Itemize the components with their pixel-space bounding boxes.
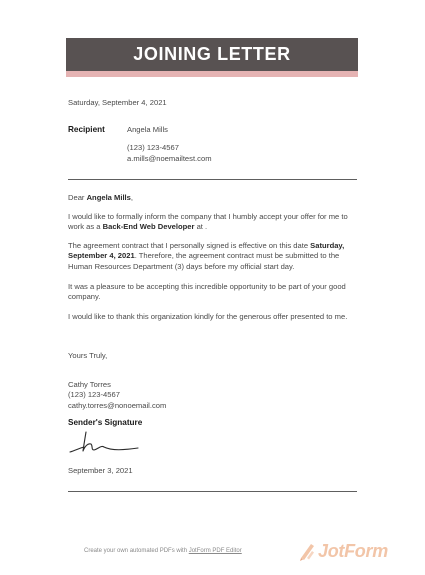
recipient-name: Angela Mills — [127, 125, 168, 134]
paragraph-contract — [68, 241, 358, 272]
recipient-email: a.mills@noemailtest.com — [127, 153, 212, 163]
signature-image — [68, 428, 140, 456]
title-accent-bar — [66, 71, 358, 77]
jotform-logo[interactable] — [298, 539, 393, 563]
divider-top — [68, 179, 357, 180]
page-title: JOINING LETTER — [133, 44, 291, 64]
paragraph-contract-end: . Therefore, the agreement contract must be submitted to the Human Resources Department (3) days before my official start day. — [68, 251, 340, 271]
signature-date: September 3, 2021 — [68, 466, 133, 475]
paragraph-pleasure — [68, 282, 358, 303]
jotform-pdf-editor-link[interactable]: JotForm PDF Editor — [188, 548, 242, 554]
paragraph-thanks-text: I would like to thank this organization kindly for the generous offer presented to me. — [68, 312, 348, 321]
recipient-details — [127, 125, 212, 164]
divider-bottom — [68, 491, 357, 492]
sender-phone: (123) 123-4567 — [68, 390, 120, 400]
footer-note — [84, 548, 242, 554]
greeting — [68, 193, 358, 203]
footer-note-text: Create your own automated PDFs with — [84, 548, 189, 554]
paragraph-contract-text: The agreement contract that I personally signed is effective on this date — [68, 241, 311, 250]
closing: Yours Truly, — [68, 351, 108, 360]
signature-label: Sender's Signature — [68, 418, 143, 427]
recipient-label: Recipient — [68, 125, 105, 134]
paragraph-acceptance — [68, 212, 358, 233]
job-role: Back-End Web Developer — [102, 222, 195, 232]
letter-date: Saturday, September 4, 2021 — [68, 98, 167, 107]
sender-name: Cathy Torres — [68, 380, 111, 389]
greeting-name: Angela Mills — [86, 193, 131, 202]
sender-details — [68, 380, 166, 411]
paragraph-thanks — [68, 312, 358, 322]
greeting-suffix: , — [130, 193, 134, 202]
title-banner — [66, 38, 358, 71]
effective-date: Saturday, September 4, 2021 — [68, 241, 345, 261]
brand-name: JotForm — [318, 540, 388, 561]
jotform-pencil-icon — [298, 541, 316, 561]
recipient-phone: (123) 123-4567 — [127, 143, 179, 153]
sender-email: cathy.torres@nonoemail.com — [68, 400, 167, 410]
paragraph-acceptance-end: at . — [194, 222, 208, 232]
paragraph-acceptance-text: I would like to formally inform the company that I humbly accept your offer for me to work as a — [68, 212, 348, 232]
greeting-prefix: Dear — [68, 193, 87, 202]
paragraph-pleasure-text: It was a pleasure to be accepting this incredible opportunity to be part of your good company. — [68, 282, 346, 302]
